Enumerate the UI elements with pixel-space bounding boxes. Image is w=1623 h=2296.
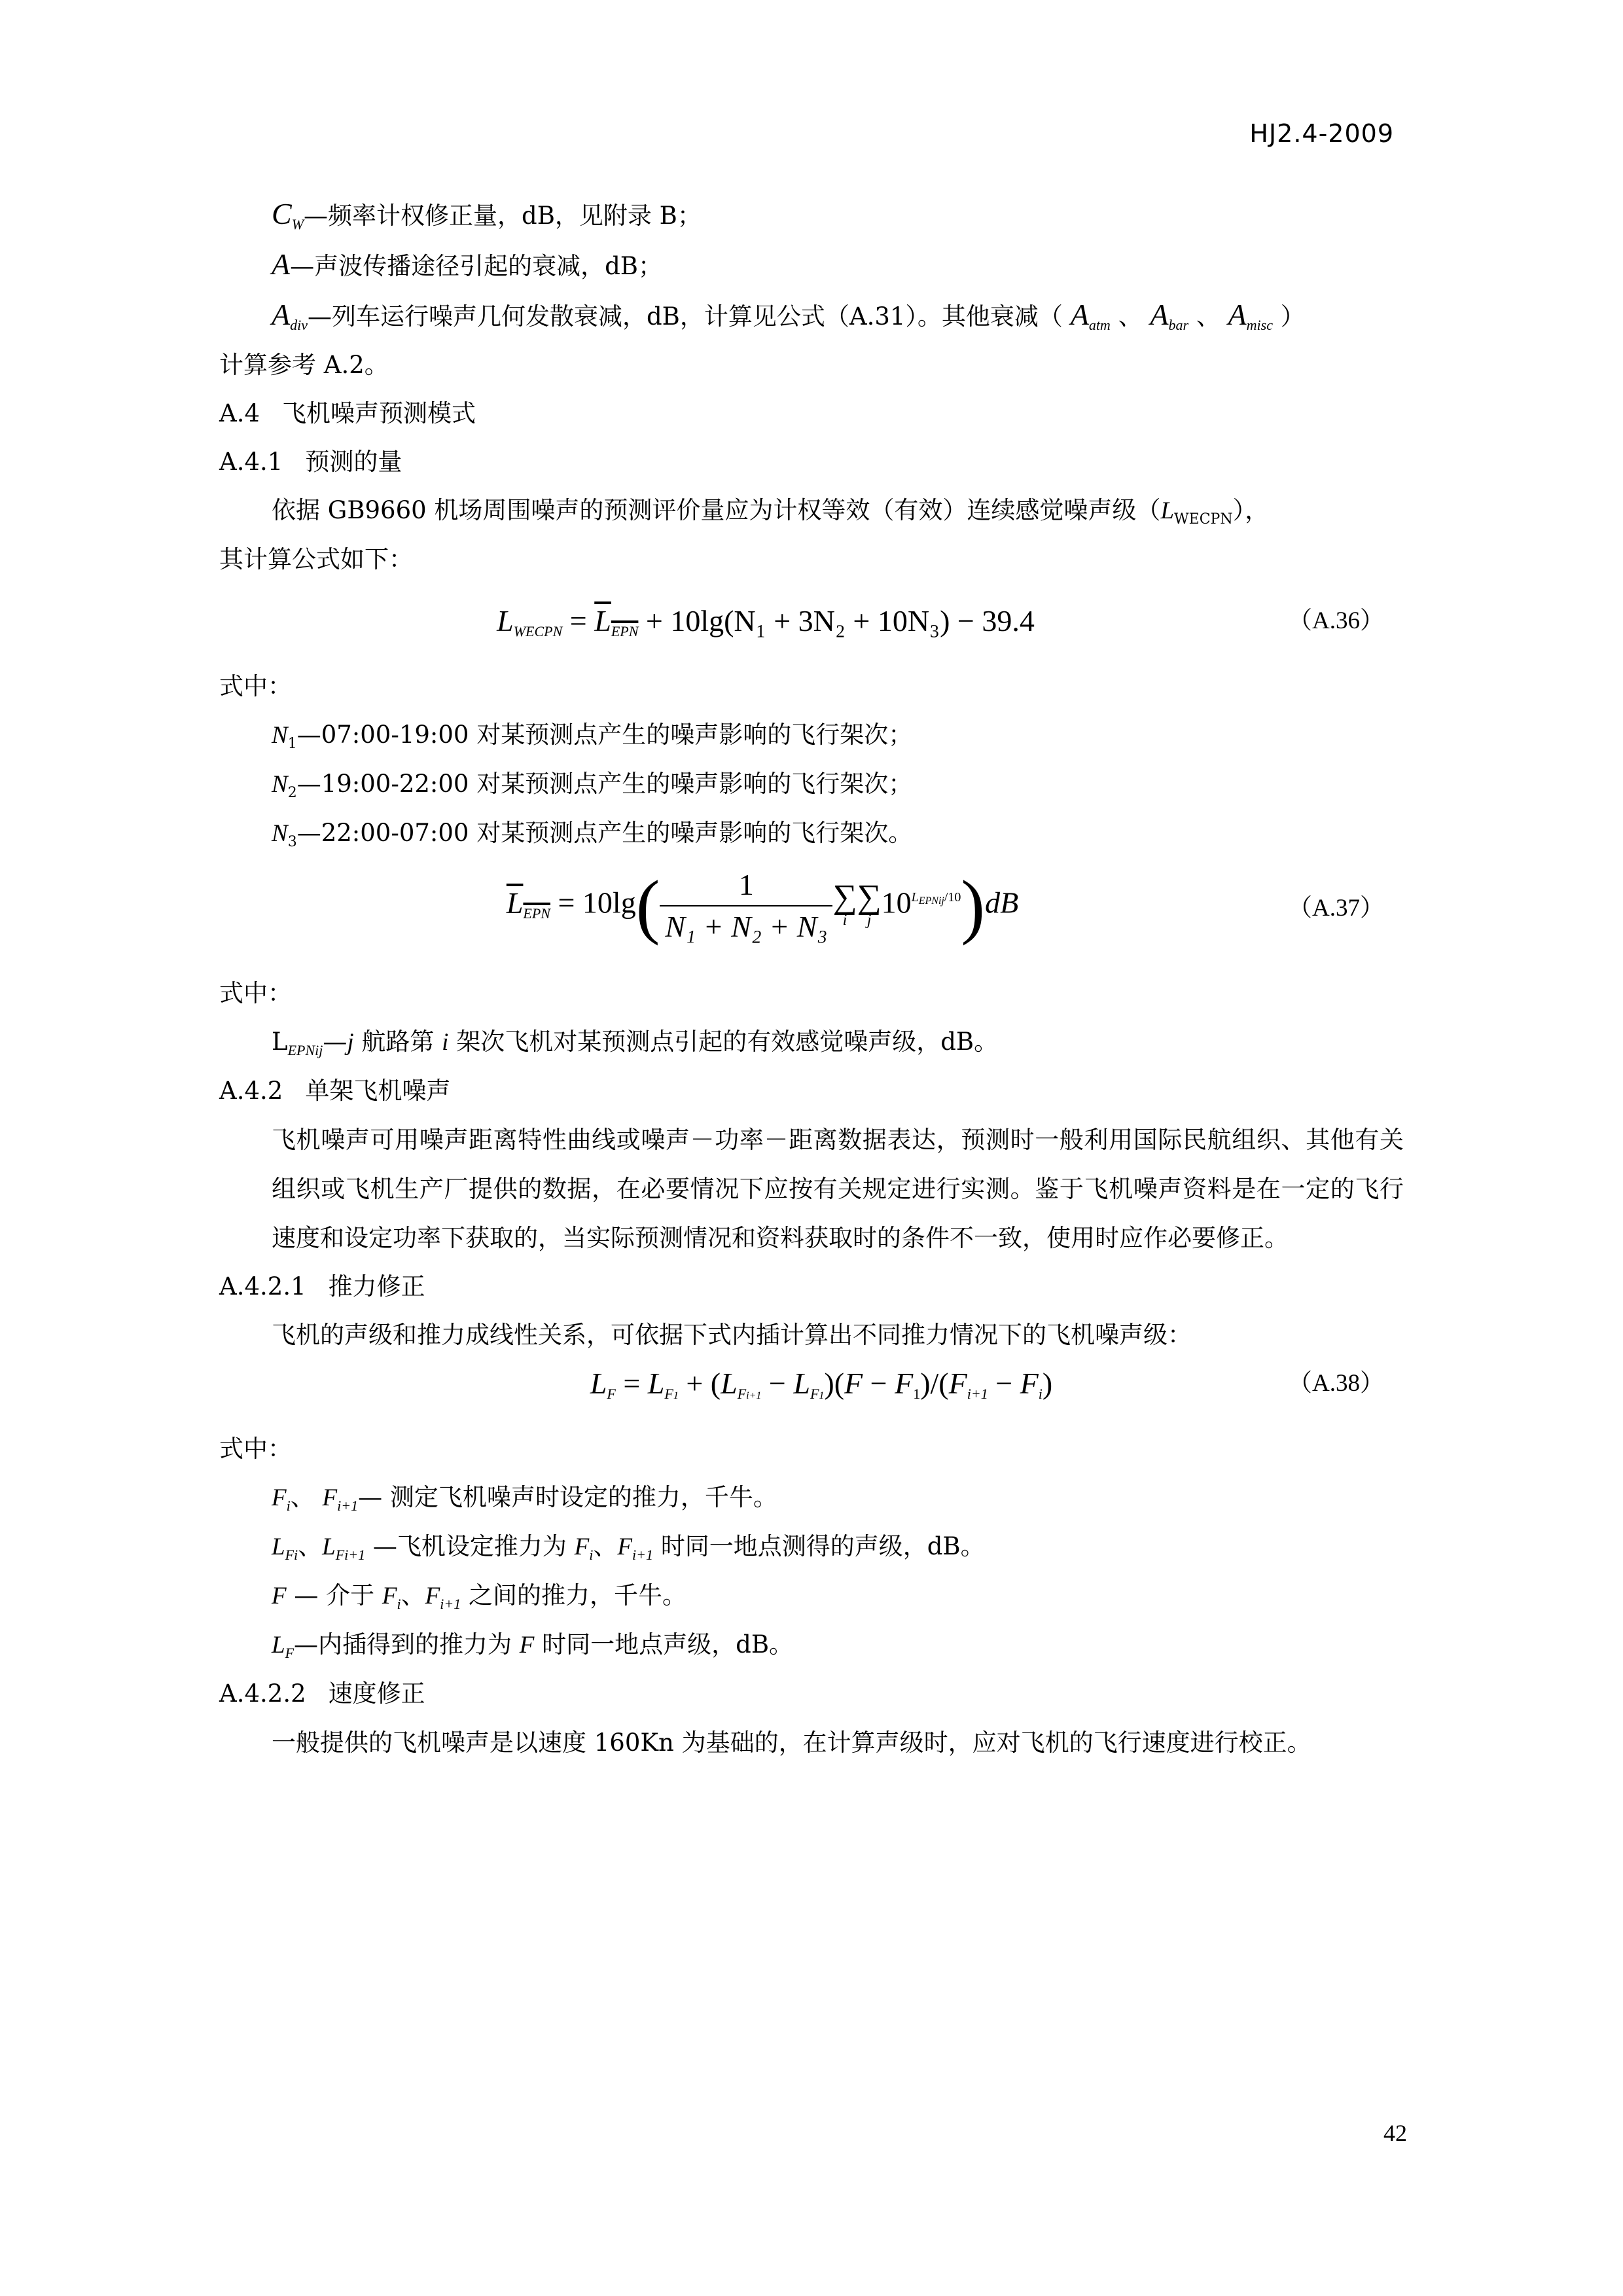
equation-number-a36: （A.36） bbox=[1288, 607, 1384, 634]
definition-f: F — 介于 $F_i$、$F_{i+1}$ 之间的推力，千牛。 bbox=[272, 1581, 687, 1612]
document-code: HJ2.4-2009 bbox=[1249, 119, 1394, 148]
paragraph-a422: 一般提供的飞机噪声是以速度 160Kn 为基础的，在计算声级时，应对飞机的飞行速度进行校正。 bbox=[272, 1729, 1311, 1757]
section-a421-heading: A.4.2.1 推力修正 bbox=[219, 1272, 425, 1300]
equation-number-a37: （A.37） bbox=[1288, 895, 1384, 922]
equation-a37: $L_{EPN} = 10\lg$( $\frac{1}{\text{N₁ + N₂ + N₃}}$ ∑ i ∑ j $10^{L_{EPNij}/10})dB$ （A.37） bbox=[506, 866, 1384, 946]
page-number: 42 bbox=[1383, 2120, 1407, 2146]
page-content bbox=[219, 190, 1404, 1767]
definition-lepnij: $L_{EPNij}—j$ 航路第 i 架次飞机对某预测点引起的有效感觉噪声级，dB。 bbox=[272, 1028, 999, 1058]
definition-adiv: $A_{div}—$列车运行噪声几何发散衰减，dB，计算见公式（A.31）。其他衰减（ $A_{atm}$ 、 $A_{bar}$ 、 $A_{misc}$ ） bbox=[272, 298, 1305, 333]
equation-a36: $L_{WECPN} = L_{EPN} + 10\lg(N_1 + 3N_2 + 10N_3) - 39.4$ （A.36） bbox=[219, 584, 1404, 656]
definition-a: A—声波传播途径引起的衰减，dB； bbox=[272, 247, 662, 281]
equation-number-a38: （A.38） bbox=[1288, 1370, 1384, 1397]
section-a4-heading: A.4 飞机噪声预测模式 bbox=[219, 399, 476, 427]
section-a422-heading: A.4.2.2 速度修正 bbox=[219, 1679, 425, 1708]
shizhong-label-1: 式中： bbox=[219, 672, 292, 700]
paragraph-a42: 飞机噪声可用噪声距离特性曲线或噪声－功率－距离数据表达，预测时一般利用国际民航组织、其他有关组织或飞机生产厂提供的数据，在必要情况下应按有关规定进行实测。鉴于飞机噪声资料是在一定的飞行速度和设定功率下获取的，当实际预测情况和资料获取时的条件不一致，使用时应作必要修正。 bbox=[272, 1126, 1404, 1252]
definition-lf: $L_F—$内插得到的推力为 F 时同一地点声级，dB。 bbox=[272, 1630, 794, 1661]
paragraph-a41-line2: 其计算公式如下： bbox=[219, 545, 413, 573]
definition-cw: $C_W—$频率计权修正量，dB，见附录 B； bbox=[272, 197, 702, 232]
definition-lfi: $L_{Fi}$、$L_{Fi+1}$ —飞机设定推力为 $F_i$、$F_{i+1}$ 时同一地点测得的声级，dB。 bbox=[272, 1532, 985, 1563]
section-a42-heading: A.4.2 单架飞机噪声 bbox=[219, 1077, 451, 1105]
definition-n3: $N_3—22:00-07:00$ 对某预测点产生的噪声影响的飞行架次。 bbox=[272, 819, 913, 850]
shizhong-label-2: 式中： bbox=[219, 979, 292, 1007]
equation-a38: $L_F = L_{F1} + (L_{Fi+1} - L_{F1})(F - F_1)/(F_{i+1} - F_i)$ （A.38） bbox=[219, 1359, 1404, 1418]
definition-adiv-continued: 计算参考 A.2。 bbox=[219, 351, 389, 379]
paragraph-a421: 飞机的声级和推力成线性关系，可依据下式内插计算出不同推力情况下的飞机噪声级： bbox=[272, 1321, 1192, 1349]
definition-n2: $N_2—19:00-22:00$ 对某预测点产生的噪声影响的飞行架次； bbox=[272, 770, 913, 801]
section-a41-heading: A.4.1 预测的量 bbox=[219, 448, 402, 476]
shizhong-label-3: 式中： bbox=[219, 1435, 292, 1463]
definition-fi: $F_i$、 $F_{i+1}—$ 测定飞机噪声时设定的推力，千牛。 bbox=[272, 1483, 777, 1514]
definition-n1: $N_1—07:00-19:00$ 对某预测点产生的噪声影响的飞行架次； bbox=[272, 721, 913, 752]
paragraph-a41-line1: 依据 GB9660 机场周围噪声的预测评价量应为计权等效（有效）连续感觉噪声级$(L_{WECPN})$， bbox=[272, 496, 1270, 528]
